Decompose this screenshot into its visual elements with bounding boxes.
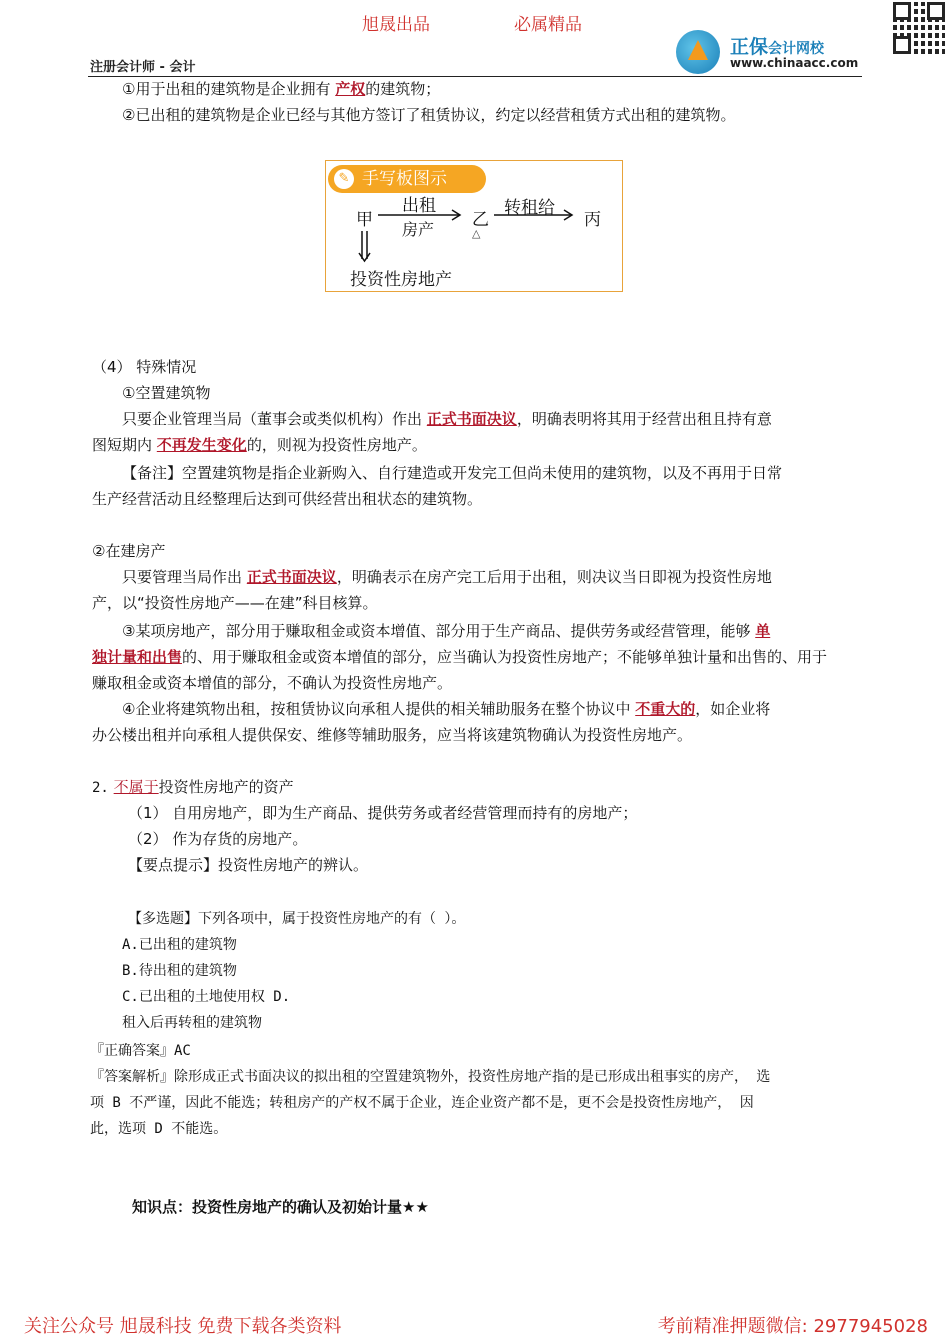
vacant-l2-post: 的，则视为投资性房地产。 (246, 436, 427, 454)
vacant-line-2 (92, 434, 427, 456)
vacant-l2-highlight: 不再发生变化 (156, 436, 247, 454)
item4-line-2: 办公楼出租并向承租人提供保安、维修等辅助服务，应当将该建筑物确认为投资性房地产。 (92, 726, 693, 744)
option-c: C.已出租的土地使用权 D. (122, 989, 291, 1005)
item3-line-1 (122, 620, 770, 642)
vacant-line-1 (122, 408, 772, 430)
sublease-label: 转租给 (504, 198, 555, 218)
constr-l1-pre: 只要管理当局作出 (122, 568, 243, 586)
item3-line-3: 赚取租金或资本增值的部分，不确认为投资性房地产。 (92, 674, 453, 692)
diagram-arrows (326, 161, 622, 291)
not-belong-title (92, 776, 294, 799)
vacant-title: ①空置建筑物 (122, 384, 211, 402)
construction-title: ②在建房产 (92, 542, 166, 560)
rent-label-top: 出租 (402, 196, 436, 216)
logo-triangle-icon (688, 40, 708, 60)
header-rule (88, 76, 862, 77)
intro-item-2: ②已出租的建筑物是企业已经与其他方签订了租赁协议，约定以经营租赁方式出租的建筑物。 (122, 106, 736, 124)
item3-l1-pre: ③某项房地产，部分用于赚取租金或资本增值、部分用于生产商品、提供劳务或经营管理，能够 (122, 622, 751, 640)
item3-l2-highlight: 独计量和出售 (92, 648, 183, 666)
option-d: 租入后再转租的建筑物 (122, 1015, 262, 1031)
question-stem: 【多选题】下列各项中，属于投资性房地产的有（ ）。 (128, 911, 466, 927)
logo-name-suffix: 会计网校 (768, 41, 825, 57)
party-b: 乙 (472, 210, 489, 230)
not-belong-num: 2. (92, 780, 109, 796)
header-slogan-left: 旭晟出品 (362, 15, 430, 35)
arrow-down-head (359, 253, 370, 261)
key-point-tip: 【要点提示】投资性房地产的辨认。 (128, 856, 369, 874)
note-line-2: 生产经营活动且经整理后达到可供经营出租状态的建筑物。 (92, 490, 483, 508)
not-belong-title-post: 投资性房地产的资产 (158, 778, 294, 796)
note-line-1: 【备注】空置建筑物是指企业新购入、自行建造或开发完工但尚未使用的建筑物，以及不再用于日常 (122, 464, 783, 482)
not-belong-highlight: 不属于 (113, 778, 159, 796)
pencil-icon: ✎ (334, 169, 354, 189)
rent-label-bottom: 房产 (402, 220, 435, 239)
not-belong-item-2: （2） 作为存货的房地产。 (128, 830, 308, 848)
item4-l1-pre: ④企业将建筑物出租，按租赁协议向承租人提供的相关辅助服务在整个协议中 (122, 700, 631, 718)
item3-l1-highlight: 单 (755, 622, 771, 640)
qr-code-icon (893, 2, 945, 54)
logo-url: www.chinaacc.com (730, 56, 859, 70)
subject-title: 注册会计师 - 会计 (90, 60, 196, 75)
item4-l1-highlight: 不重大的 (635, 700, 696, 718)
constr-l1-post: ，明确表示在房产完工后用于出租，则决议当日即视为投资性房地 (336, 568, 772, 586)
party-a: 甲 (356, 210, 373, 230)
knowledge-point: 知识点：投资性房地产的确认及初始计量★★ (132, 1198, 429, 1216)
vacant-l1-pre: 只要企业管理当局（董事会或类似机构）作出 (122, 410, 423, 428)
intro-item-1 (122, 78, 440, 100)
analysis-line-1: 『答案解析』除形成正式书面决议的拟出租的空置建筑物外，投资性房地产指的是已形成出租事实的房产， 选 (90, 1069, 771, 1085)
handwriting-diagram (325, 160, 623, 292)
header-slogan-right: 必属精品 (514, 15, 582, 35)
triangle-mark-icon: △ (472, 227, 481, 240)
correct-answer: 『正确答案』AC (90, 1043, 191, 1059)
intro-item-1-post: 的建筑物； (365, 80, 441, 98)
vacant-l1-highlight: 正式书面决议 (426, 410, 517, 428)
not-belong-item-1: （1） 自用房地产，即为生产商品、提供劳务或者经营管理而持有的房地产； (128, 804, 638, 822)
intro-item-1-pre: ①用于出租的建筑物是企业拥有 (122, 80, 331, 98)
vacant-l2-pre: 图短期内 (92, 436, 153, 454)
party-c: 丙 (584, 210, 601, 230)
logo-name: 正保 (730, 36, 769, 58)
diagram-tag-label: 手写板图示 (362, 169, 447, 189)
item4-l1-post: ，如企业将 (695, 700, 771, 718)
construction-line-2: 产，以“投资性房地产——在建”科目核算。 (92, 594, 378, 612)
result-label: 投资性房地产 (350, 270, 452, 290)
analysis-line-3: 此，选项 D 不能选。 (90, 1121, 228, 1137)
item3-l2-post: 的、用于赚取租金或资本增值的部分，应当确认为投资性房地产；不能够单独计量和出售的、用于 (182, 648, 828, 666)
footer-right: 考前精准押题微信: 2977945028 (657, 1316, 928, 1337)
analysis-line-2: 项 B 不严谨，因此不能选；转租房产的产权不属于企业，连企业资产都不是，更不会是投资性房地产， 因 (90, 1095, 754, 1111)
constr-l1-highlight: 正式书面决议 (246, 568, 337, 586)
special-heading: （4） 特殊情况 (92, 358, 197, 376)
construction-line-1 (122, 566, 772, 588)
item4-line-1 (122, 698, 770, 720)
footer-left: 关注公众号 旭晟科技 免费下载各类资料 (24, 1316, 342, 1337)
option-b: B.待出租的建筑物 (122, 963, 237, 979)
brand-logo (676, 30, 866, 74)
option-a: A.已出租的建筑物 (122, 937, 237, 953)
intro-item-1-highlight: 产权 (335, 80, 366, 98)
item3-line-2 (92, 646, 827, 668)
vacant-l1-post: ，明确表明将其用于经营出租且持有意 (516, 410, 772, 428)
